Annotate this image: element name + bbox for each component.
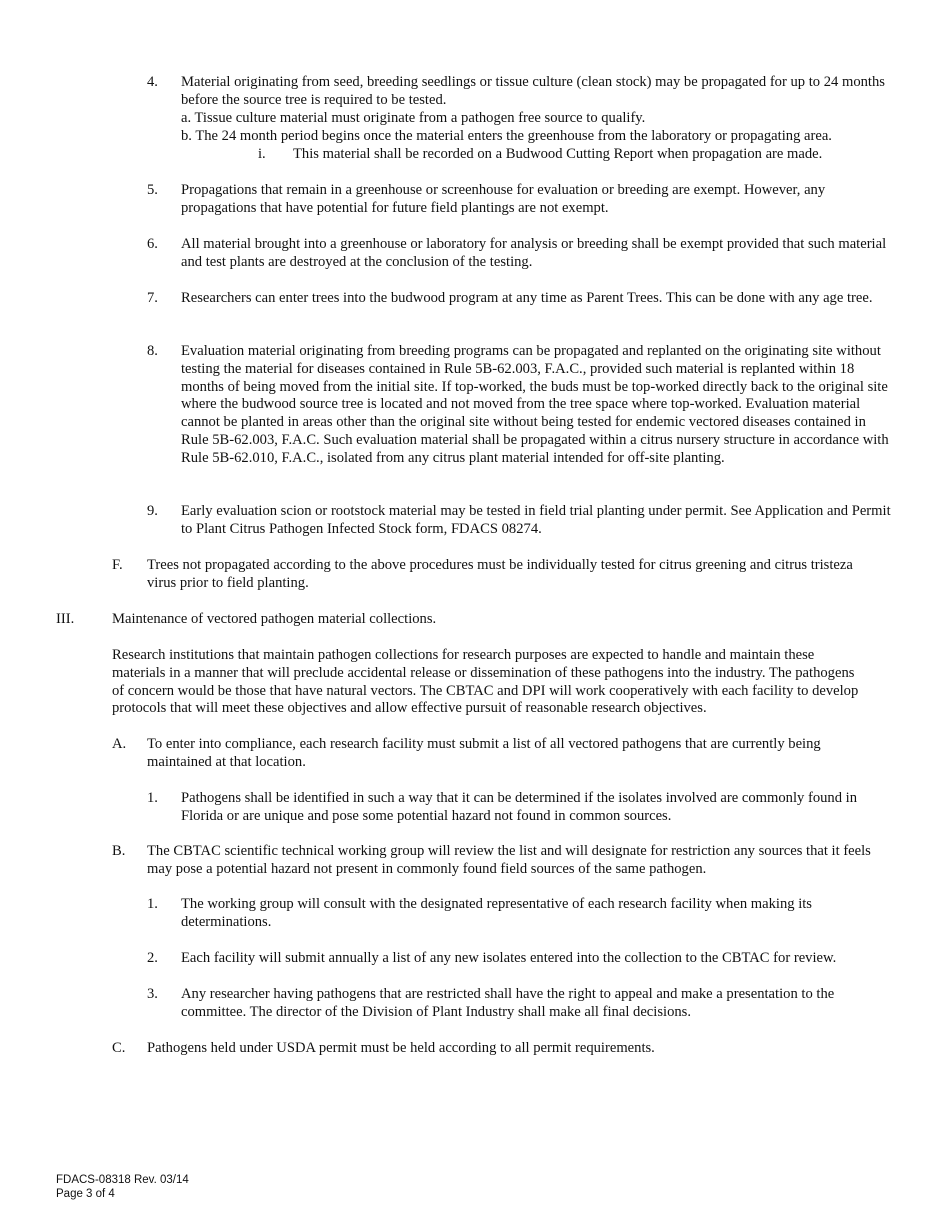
item-8-number: 8. [147,343,158,359]
item-4a-text: a. Tissue culture material must originate from a pathogen free source to qualify. [181,110,646,126]
item-B3-number: 3. [147,986,158,1002]
item-5-text: Propagations that remain in a greenhouse or screenhouse for evaluation or breeding are exempt. However, any propagations that have potential for future field plantings are not exempt. [181,182,826,216]
item-A1-text: Pathogens shall be identified in such a way that it can be determined if the isolates involved are commonly found in Florida or are unique and pose some potential hazard not found in common sources. [181,790,858,824]
item-4b-text: b. The 24 month period begins once the material enters the greenhouse from the laboratory or propagating area. [181,128,832,144]
item-B2-text: Each facility will submit annually a list of any new isolates entered into the collection to the CBTAC for review. [181,950,837,966]
item-B-text: The CBTAC scientific technical working group will review the list and will designate for restriction any sources that it feels may pose a potential hazard not present in commonly found field sources of the same pathogen. [147,843,871,877]
item-A1-number: 1. [147,790,158,806]
form-id: FDACS-08318 Rev. 03/14 [56,1174,189,1186]
item-4bi-text: This material shall be recorded on a Budwood Cutting Report when propagation are made. [293,146,823,162]
item-B1-text: The working group will consult with the designated representative of each research facility when making its determinations. [181,896,812,930]
item-F-letter: F. [112,557,123,573]
item-C-text: Pathogens held under USDA permit must be held according to all permit requirements. [147,1040,655,1056]
item-4-text: Material originating from seed, breeding seedlings or tissue culture (clean stock) may be propagated for up to 24 months before the source tree is required to be tested. [181,74,885,108]
item-9-number: 9. [147,503,158,519]
item-B3-text: Any researcher having pathogens that are restricted shall have the right to appeal and make a presentation to the committee. The director of the Division of Plant Industry shall make all final decisions. [181,986,835,1020]
section-3-intro: Research institutions that maintain pathogen collections for research purposes are expected to handle and maintain these materials in a manner that will preclude accidental release or dissemination of these pathogens into the industry. The pathogens of concern would be those that have natural vectors. The CBTAC and DPI will work cooperatively with each facility to develop protocols that will meet these objectives and allow effective pursuit of reasonable research objectives. [112,647,859,717]
item-6-number: 6. [147,236,158,252]
item-4-number: 4. [147,74,158,90]
item-B1-number: 1. [147,896,158,912]
item-A-text: To enter into compliance, each research facility must submit a list of all vectored pathogens that are currently being maintained at that location. [147,736,821,770]
item-A-letter: A. [112,736,127,752]
item-7-text: Researchers can enter trees into the budwood program at any time as Parent Trees. This can be done with any age tree. [181,290,873,306]
page-number: Page 3 of 4 [56,1187,115,1200]
item-7-number: 7. [147,290,158,306]
item-6-text: All material brought into a greenhouse or laboratory for analysis or breeding shall be exempt provided that such material and test plants are destroyed at the conclusion of the testing. [181,236,887,270]
item-F-text: Trees not propagated according to the above procedures must be individually tested for citrus greening and citrus tristeza virus prior to field planting. [147,557,853,591]
item-C-letter: C. [112,1040,126,1056]
item-5-number: 5. [147,182,158,198]
section-3-number: III. [56,611,75,627]
section-3-title: Maintenance of vectored pathogen material collections. [112,611,437,627]
page-footer [56,1174,189,1201]
item-B2-number: 2. [147,950,158,966]
item-4bi-number: i. [258,146,266,162]
item-8-text: Evaluation material originating from breeding programs can be propagated and replanted on the originating site without testing the material for diseases contained in Rule 5B-62.003, F.A.C., provided such material is replanted within 18 months of being moved from the initial site. If top-worked, the buds must be top-worked directly back to the original site where the budwood source tree is located and not moved from the tree space where top-worked. Evaluation material cannot be planted in areas other than the original site without being tested for endemic vectored diseases contained in Rule 5B-62.003, F.A.C. Such evaluation material shall be propagated within a citrus nursery structure in accordance with Rule 5B-62.010, F.A.C., isolated from any citrus plant material intended for off-site planting. [181,343,889,466]
item-9-text: Early evaluation scion or rootstock material may be tested in field trial planting under permit. See Application and Permit to Plant Citrus Pathogen Infected Stock form, FDACS 08274. [181,503,891,537]
item-B-letter: B. [112,843,126,859]
